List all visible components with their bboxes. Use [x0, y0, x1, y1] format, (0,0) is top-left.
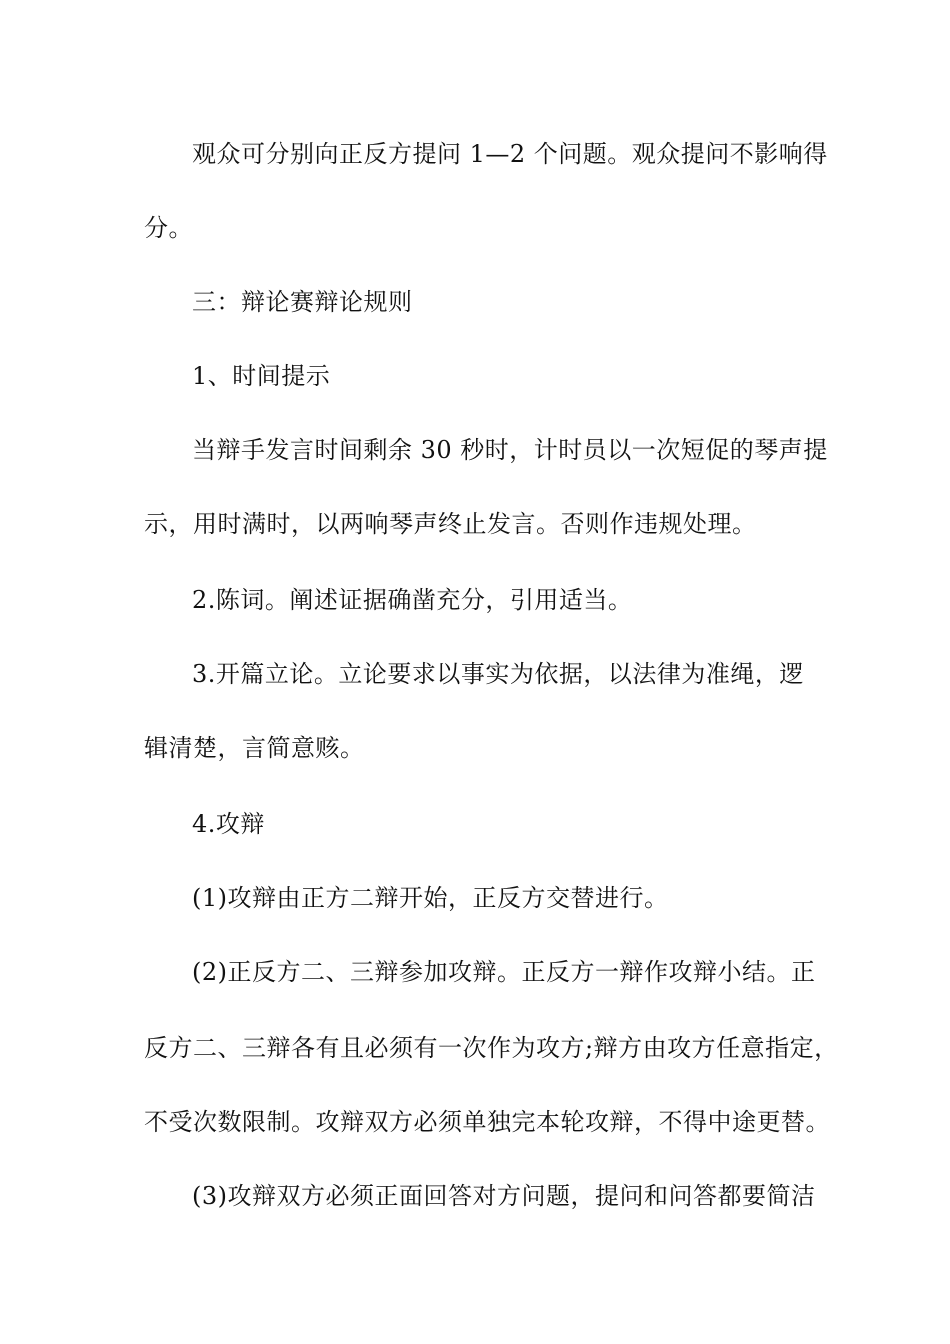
section-heading-debate-rules: 三：辩论赛辩论规则: [192, 288, 413, 316]
paragraph-time-prompt-line-1: 当辩手发言时间剩余 30 秒时，计时员以一次短促的琴声提: [192, 436, 828, 464]
paragraph-opening-argument-line-1: 3.开篇立论。立论要求以事实为依据，以法律为准绳，逻: [192, 660, 804, 688]
paragraph-time-prompt-line-2: 示，用时满时，以两响琴声终止发言。否则作违规处理。: [144, 510, 757, 538]
list-item-2-line-3: 不受次数限制。攻辩双方必须单独完本轮攻辩，不得中途更替。: [144, 1108, 830, 1136]
subheading-time-prompt: 1、时间提示: [192, 362, 331, 390]
paragraph-audience-questions-line-2: 分。: [144, 214, 193, 242]
paragraph-statement: 2.陈词。阐述证据确凿充分，引用适当。: [192, 586, 633, 614]
subheading-cross-examination: 4.攻辩: [192, 810, 265, 838]
paragraph-audience-questions-line-1: 观众可分别向正反方提问 1—2 个问题。观众提问不影响得: [192, 140, 828, 168]
paragraph-opening-argument-line-2: 辑清楚，言简意赅。: [144, 734, 365, 762]
list-item-3-line-1: (3)攻辩双方必须正面回答对方问题，提问和问答都要简洁: [192, 1182, 816, 1210]
list-item-2-line-1: (2)正反方二、三辩参加攻辩。正反方一辩作攻辩小结。正: [192, 958, 816, 986]
list-item-2-line-2: 反方二、三辩各有且必须有一次作为攻方;辩方由攻方任意指定，: [144, 1034, 839, 1062]
list-item-1: (1)攻辩由正方二辩开始，正反方交替进行。: [192, 884, 669, 912]
